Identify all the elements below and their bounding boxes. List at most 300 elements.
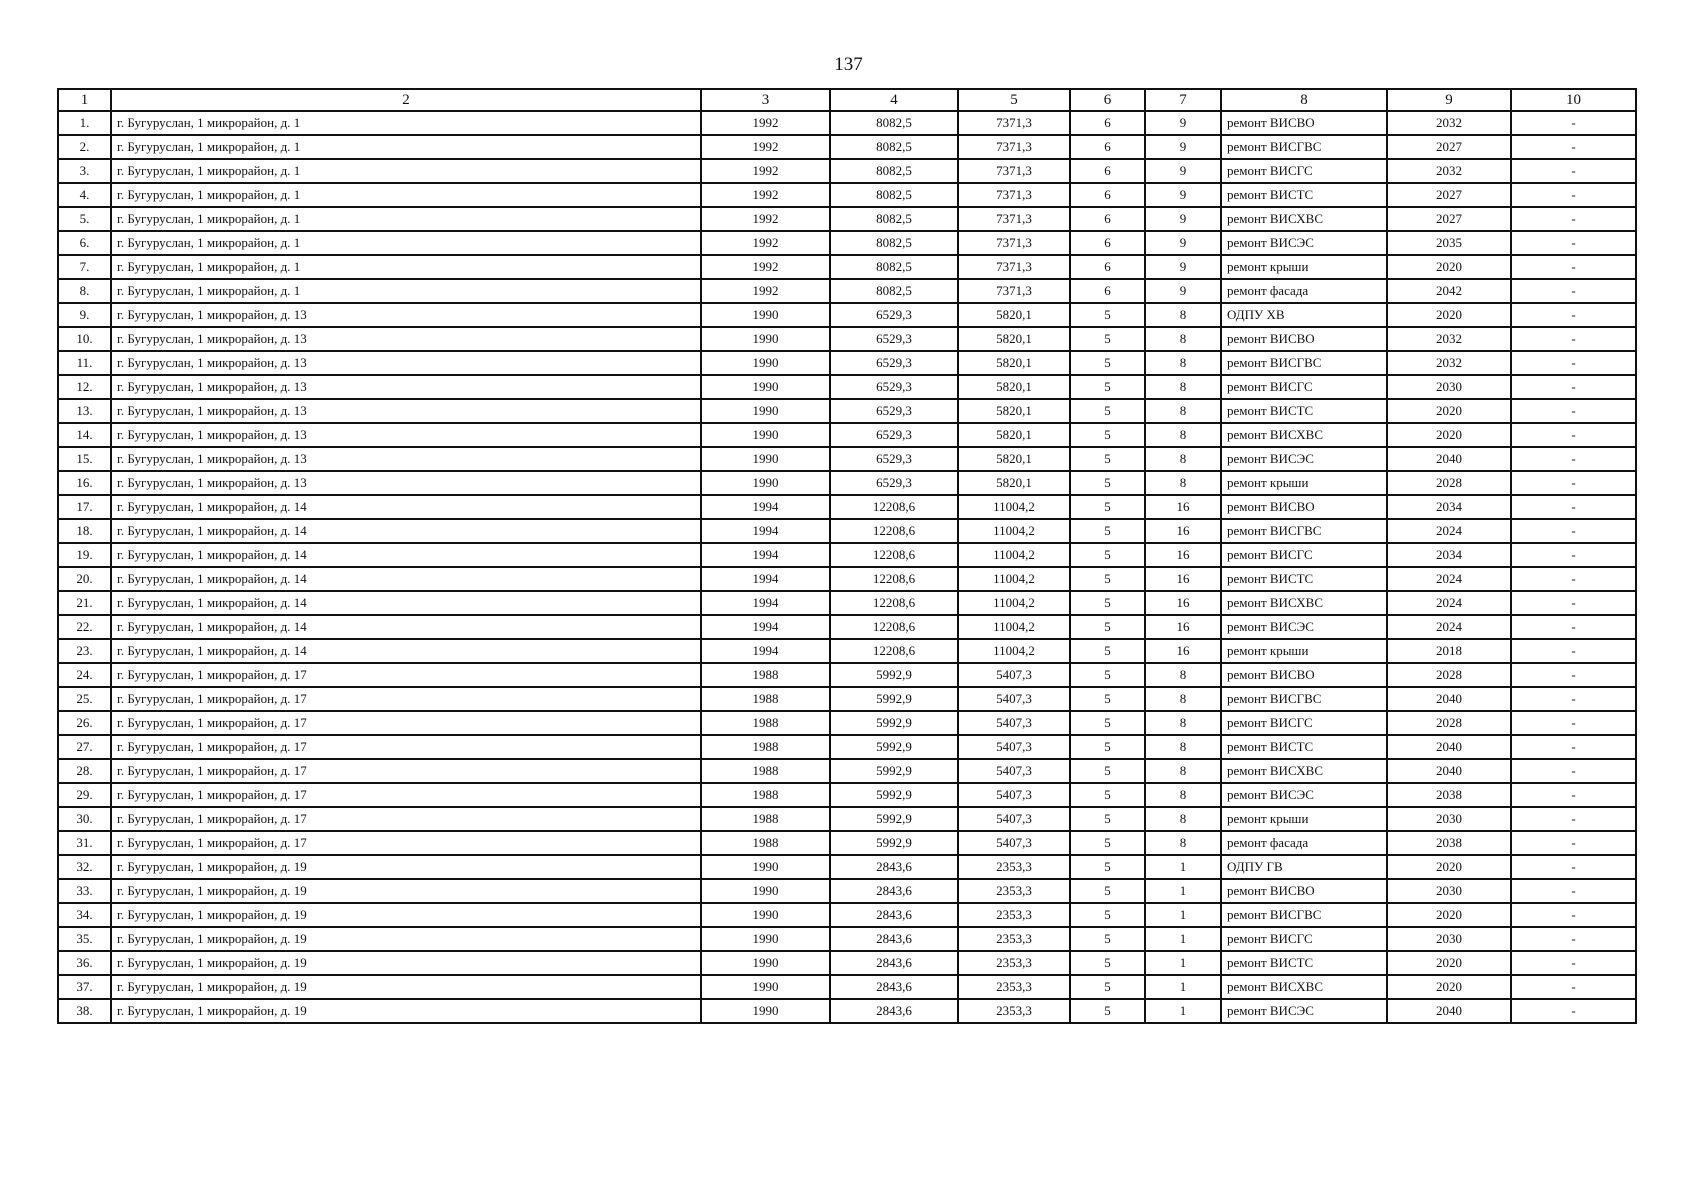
total-area-cell: 2843,6 <box>830 903 958 927</box>
table-row <box>58 327 1636 351</box>
table-row <box>58 519 1636 543</box>
table-row <box>58 711 1636 735</box>
note-cell: - <box>1511 591 1636 615</box>
living-area-cell: 7371,3 <box>958 111 1070 135</box>
year-built-cell: 1994 <box>701 615 830 639</box>
living-area-cell: 7371,3 <box>958 255 1070 279</box>
table-row <box>58 231 1636 255</box>
table-row <box>58 615 1636 639</box>
living-area-cell: 11004,2 <box>958 543 1070 567</box>
row-number-cell: 27. <box>58 735 111 759</box>
note-cell: - <box>1511 615 1636 639</box>
note-cell: - <box>1511 231 1636 255</box>
living-area-cell: 7371,3 <box>958 231 1070 255</box>
total-area-cell: 5992,9 <box>830 783 958 807</box>
count-cell: 1 <box>1145 903 1221 927</box>
year-built-cell: 1990 <box>701 471 830 495</box>
total-area-cell: 6529,3 <box>830 447 958 471</box>
year-built-cell: 1988 <box>701 807 830 831</box>
year-built-cell: 1994 <box>701 639 830 663</box>
address-cell: г. Бугуруслан, 1 микрорайон, д. 1 <box>111 183 701 207</box>
planned-year-cell: 2032 <box>1387 111 1511 135</box>
address-cell: г. Бугуруслан, 1 микрорайон, д. 17 <box>111 735 701 759</box>
address-cell: г. Бугуруслан, 1 микрорайон, д. 1 <box>111 135 701 159</box>
note-cell: - <box>1511 471 1636 495</box>
column-header: 2 <box>111 89 701 111</box>
year-built-cell: 1990 <box>701 879 830 903</box>
count-cell: 1 <box>1145 927 1221 951</box>
floors-cell: 6 <box>1070 135 1145 159</box>
column-header: 3 <box>701 89 830 111</box>
page-number: 137 <box>834 54 863 75</box>
count-cell: 8 <box>1145 759 1221 783</box>
address-cell: г. Бугуруслан, 1 микрорайон, д. 14 <box>111 639 701 663</box>
total-area-cell: 12208,6 <box>830 591 958 615</box>
total-area-cell: 6529,3 <box>830 423 958 447</box>
living-area-cell: 5407,3 <box>958 663 1070 687</box>
living-area-cell: 5820,1 <box>958 471 1070 495</box>
column-header: 7 <box>1145 89 1221 111</box>
total-area-cell: 5992,9 <box>830 759 958 783</box>
year-built-cell: 1994 <box>701 567 830 591</box>
work-type-cell: ремонт крыши <box>1221 639 1387 663</box>
address-cell: г. Бугуруслан, 1 микрорайон, д. 1 <box>111 255 701 279</box>
note-cell: - <box>1511 687 1636 711</box>
floors-cell: 5 <box>1070 687 1145 711</box>
floors-cell: 5 <box>1070 663 1145 687</box>
year-built-cell: 1990 <box>701 375 830 399</box>
living-area-cell: 7371,3 <box>958 135 1070 159</box>
planned-year-cell: 2027 <box>1387 135 1511 159</box>
row-number-cell: 25. <box>58 687 111 711</box>
note-cell: - <box>1511 327 1636 351</box>
planned-year-cell: 2020 <box>1387 255 1511 279</box>
note-cell: - <box>1511 423 1636 447</box>
total-area-cell: 2843,6 <box>830 975 958 999</box>
year-built-cell: 1988 <box>701 759 830 783</box>
year-built-cell: 1992 <box>701 231 830 255</box>
living-area-cell: 7371,3 <box>958 159 1070 183</box>
count-cell: 9 <box>1145 279 1221 303</box>
address-cell: г. Бугуруслан, 1 микрорайон, д. 14 <box>111 567 701 591</box>
table-row <box>58 375 1636 399</box>
floors-cell: 6 <box>1070 207 1145 231</box>
count-cell: 9 <box>1145 159 1221 183</box>
planned-year-cell: 2020 <box>1387 423 1511 447</box>
note-cell: - <box>1511 303 1636 327</box>
work-type-cell: ремонт крыши <box>1221 255 1387 279</box>
planned-year-cell: 2027 <box>1387 207 1511 231</box>
note-cell: - <box>1511 951 1636 975</box>
work-type-cell: ремонт ВИСТС <box>1221 183 1387 207</box>
floors-cell: 6 <box>1070 279 1145 303</box>
column-header: 9 <box>1387 89 1511 111</box>
living-area-cell: 7371,3 <box>958 279 1070 303</box>
note-cell: - <box>1511 903 1636 927</box>
address-cell: г. Бугуруслан, 1 микрорайон, д. 19 <box>111 855 701 879</box>
work-type-cell: ремонт ВИСВО <box>1221 111 1387 135</box>
registry-table <box>57 88 1637 1024</box>
planned-year-cell: 2028 <box>1387 663 1511 687</box>
planned-year-cell: 2034 <box>1387 495 1511 519</box>
work-type-cell: ремонт ВИСТС <box>1221 399 1387 423</box>
floors-cell: 6 <box>1070 111 1145 135</box>
work-type-cell: ремонт ВИСХВС <box>1221 207 1387 231</box>
table-row <box>58 423 1636 447</box>
count-cell: 16 <box>1145 567 1221 591</box>
note-cell: - <box>1511 159 1636 183</box>
note-cell: - <box>1511 831 1636 855</box>
total-area-cell: 5992,9 <box>830 807 958 831</box>
work-type-cell: ОДПУ ГВ <box>1221 855 1387 879</box>
address-cell: г. Бугуруслан, 1 микрорайон, д. 19 <box>111 951 701 975</box>
count-cell: 9 <box>1145 207 1221 231</box>
work-type-cell: ремонт ВИСГВС <box>1221 351 1387 375</box>
planned-year-cell: 2032 <box>1387 327 1511 351</box>
work-type-cell: ремонт ВИСГС <box>1221 543 1387 567</box>
year-built-cell: 1988 <box>701 711 830 735</box>
total-area-cell: 8082,5 <box>830 183 958 207</box>
address-cell: г. Бугуруслан, 1 микрорайон, д. 17 <box>111 831 701 855</box>
floors-cell: 5 <box>1070 519 1145 543</box>
count-cell: 8 <box>1145 471 1221 495</box>
work-type-cell: ремонт ВИСТС <box>1221 951 1387 975</box>
total-area-cell: 2843,6 <box>830 879 958 903</box>
living-area-cell: 5407,3 <box>958 783 1070 807</box>
floors-cell: 5 <box>1070 879 1145 903</box>
row-number-cell: 3. <box>58 159 111 183</box>
year-built-cell: 1990 <box>701 999 830 1023</box>
address-cell: г. Бугуруслан, 1 микрорайон, д. 19 <box>111 927 701 951</box>
table-row <box>58 663 1636 687</box>
address-cell: г. Бугуруслан, 1 микрорайон, д. 13 <box>111 447 701 471</box>
address-cell: г. Бугуруслан, 1 микрорайон, д. 17 <box>111 807 701 831</box>
table-row <box>58 831 1636 855</box>
work-type-cell: ремонт фасада <box>1221 279 1387 303</box>
planned-year-cell: 2042 <box>1387 279 1511 303</box>
row-number-cell: 34. <box>58 903 111 927</box>
count-cell: 8 <box>1145 303 1221 327</box>
living-area-cell: 11004,2 <box>958 519 1070 543</box>
work-type-cell: ремонт ВИСВО <box>1221 327 1387 351</box>
note-cell: - <box>1511 375 1636 399</box>
floors-cell: 5 <box>1070 471 1145 495</box>
count-cell: 8 <box>1145 831 1221 855</box>
row-number-cell: 32. <box>58 855 111 879</box>
count-cell: 16 <box>1145 615 1221 639</box>
table-row <box>58 447 1636 471</box>
total-area-cell: 5992,9 <box>830 831 958 855</box>
note-cell: - <box>1511 543 1636 567</box>
planned-year-cell: 2020 <box>1387 975 1511 999</box>
work-type-cell: ремонт ВИСТС <box>1221 735 1387 759</box>
row-number-cell: 11. <box>58 351 111 375</box>
row-number-cell: 31. <box>58 831 111 855</box>
planned-year-cell: 2032 <box>1387 159 1511 183</box>
living-area-cell: 5820,1 <box>958 447 1070 471</box>
work-type-cell: ремонт ВИСГС <box>1221 375 1387 399</box>
year-built-cell: 1994 <box>701 543 830 567</box>
address-cell: г. Бугуруслан, 1 микрорайон, д. 13 <box>111 327 701 351</box>
living-area-cell: 5820,1 <box>958 303 1070 327</box>
row-number-cell: 20. <box>58 567 111 591</box>
address-cell: г. Бугуруслан, 1 микрорайон, д. 17 <box>111 783 701 807</box>
living-area-cell: 5407,3 <box>958 831 1070 855</box>
address-cell: г. Бугуруслан, 1 микрорайон, д. 17 <box>111 759 701 783</box>
planned-year-cell: 2027 <box>1387 183 1511 207</box>
table-row <box>58 255 1636 279</box>
address-cell: г. Бугуруслан, 1 микрорайон, д. 19 <box>111 999 701 1023</box>
total-area-cell: 12208,6 <box>830 543 958 567</box>
living-area-cell: 11004,2 <box>958 639 1070 663</box>
work-type-cell: ремонт ВИСЭС <box>1221 999 1387 1023</box>
work-type-cell: ОДПУ ХВ <box>1221 303 1387 327</box>
table-header-row <box>58 89 1636 111</box>
row-number-cell: 38. <box>58 999 111 1023</box>
total-area-cell: 12208,6 <box>830 567 958 591</box>
planned-year-cell: 2030 <box>1387 375 1511 399</box>
year-built-cell: 1994 <box>701 519 830 543</box>
floors-cell: 6 <box>1070 255 1145 279</box>
note-cell: - <box>1511 255 1636 279</box>
living-area-cell: 5407,3 <box>958 807 1070 831</box>
year-built-cell: 1992 <box>701 183 830 207</box>
living-area-cell: 5820,1 <box>958 399 1070 423</box>
planned-year-cell: 2030 <box>1387 807 1511 831</box>
table-body <box>58 111 1636 1023</box>
note-cell: - <box>1511 519 1636 543</box>
floors-cell: 5 <box>1070 327 1145 351</box>
year-built-cell: 1992 <box>701 255 830 279</box>
row-number-cell: 5. <box>58 207 111 231</box>
year-built-cell: 1990 <box>701 903 830 927</box>
total-area-cell: 8082,5 <box>830 111 958 135</box>
address-cell: г. Бугуруслан, 1 микрорайон, д. 19 <box>111 879 701 903</box>
total-area-cell: 12208,6 <box>830 639 958 663</box>
count-cell: 1 <box>1145 999 1221 1023</box>
row-number-cell: 33. <box>58 879 111 903</box>
count-cell: 16 <box>1145 639 1221 663</box>
work-type-cell: ремонт ВИСГВС <box>1221 135 1387 159</box>
living-area-cell: 2353,3 <box>958 879 1070 903</box>
work-type-cell: ремонт ВИСХВС <box>1221 759 1387 783</box>
row-number-cell: 16. <box>58 471 111 495</box>
row-number-cell: 4. <box>58 183 111 207</box>
address-cell: г. Бугуруслан, 1 микрорайон, д. 14 <box>111 543 701 567</box>
total-area-cell: 2843,6 <box>830 927 958 951</box>
planned-year-cell: 2035 <box>1387 231 1511 255</box>
column-header: 8 <box>1221 89 1387 111</box>
address-cell: г. Бугуруслан, 1 микрорайон, д. 13 <box>111 303 701 327</box>
total-area-cell: 2843,6 <box>830 855 958 879</box>
count-cell: 8 <box>1145 447 1221 471</box>
floors-cell: 5 <box>1070 567 1145 591</box>
year-built-cell: 1992 <box>701 135 830 159</box>
count-cell: 8 <box>1145 783 1221 807</box>
floors-cell: 5 <box>1070 975 1145 999</box>
note-cell: - <box>1511 111 1636 135</box>
count-cell: 8 <box>1145 375 1221 399</box>
count-cell: 1 <box>1145 855 1221 879</box>
note-cell: - <box>1511 639 1636 663</box>
planned-year-cell: 2040 <box>1387 759 1511 783</box>
table-row <box>58 591 1636 615</box>
planned-year-cell: 2034 <box>1387 543 1511 567</box>
column-header: 5 <box>958 89 1070 111</box>
note-cell: - <box>1511 351 1636 375</box>
planned-year-cell: 2040 <box>1387 999 1511 1023</box>
address-cell: г. Бугуруслан, 1 микрорайон, д. 1 <box>111 207 701 231</box>
row-number-cell: 10. <box>58 327 111 351</box>
address-cell: г. Бугуруслан, 1 микрорайон, д. 17 <box>111 687 701 711</box>
note-cell: - <box>1511 783 1636 807</box>
floors-cell: 6 <box>1070 183 1145 207</box>
year-built-cell: 1992 <box>701 279 830 303</box>
table-row <box>58 183 1636 207</box>
row-number-cell: 17. <box>58 495 111 519</box>
floors-cell: 5 <box>1070 759 1145 783</box>
total-area-cell: 8082,5 <box>830 255 958 279</box>
living-area-cell: 5820,1 <box>958 327 1070 351</box>
floors-cell: 5 <box>1070 855 1145 879</box>
address-cell: г. Бугуруслан, 1 микрорайон, д. 14 <box>111 495 701 519</box>
floors-cell: 5 <box>1070 735 1145 759</box>
note-cell: - <box>1511 807 1636 831</box>
row-number-cell: 26. <box>58 711 111 735</box>
planned-year-cell: 2024 <box>1387 591 1511 615</box>
address-cell: г. Бугуруслан, 1 микрорайон, д. 1 <box>111 231 701 255</box>
floors-cell: 5 <box>1070 375 1145 399</box>
count-cell: 9 <box>1145 183 1221 207</box>
row-number-cell: 6. <box>58 231 111 255</box>
floors-cell: 5 <box>1070 927 1145 951</box>
row-number-cell: 29. <box>58 783 111 807</box>
count-cell: 8 <box>1145 735 1221 759</box>
note-cell: - <box>1511 663 1636 687</box>
row-number-cell: 24. <box>58 663 111 687</box>
row-number-cell: 19. <box>58 543 111 567</box>
floors-cell: 5 <box>1070 783 1145 807</box>
count-cell: 16 <box>1145 543 1221 567</box>
floors-cell: 5 <box>1070 807 1145 831</box>
work-type-cell: ремонт ВИСЭС <box>1221 447 1387 471</box>
count-cell: 16 <box>1145 591 1221 615</box>
floors-cell: 5 <box>1070 639 1145 663</box>
planned-year-cell: 2028 <box>1387 471 1511 495</box>
column-header: 4 <box>830 89 958 111</box>
total-area-cell: 12208,6 <box>830 519 958 543</box>
floors-cell: 5 <box>1070 423 1145 447</box>
work-type-cell: ремонт ВИСХВС <box>1221 591 1387 615</box>
floors-cell: 5 <box>1070 543 1145 567</box>
count-cell: 9 <box>1145 111 1221 135</box>
floors-cell: 5 <box>1070 999 1145 1023</box>
planned-year-cell: 2020 <box>1387 951 1511 975</box>
table-row <box>58 951 1636 975</box>
living-area-cell: 11004,2 <box>958 591 1070 615</box>
table-row <box>58 567 1636 591</box>
row-number-cell: 22. <box>58 615 111 639</box>
planned-year-cell: 2040 <box>1387 687 1511 711</box>
planned-year-cell: 2024 <box>1387 615 1511 639</box>
floors-cell: 5 <box>1070 615 1145 639</box>
planned-year-cell: 2040 <box>1387 735 1511 759</box>
living-area-cell: 11004,2 <box>958 615 1070 639</box>
row-number-cell: 14. <box>58 423 111 447</box>
count-cell: 8 <box>1145 687 1221 711</box>
row-number-cell: 30. <box>58 807 111 831</box>
note-cell: - <box>1511 879 1636 903</box>
note-cell: - <box>1511 135 1636 159</box>
count-cell: 8 <box>1145 351 1221 375</box>
note-cell: - <box>1511 447 1636 471</box>
total-area-cell: 5992,9 <box>830 687 958 711</box>
year-built-cell: 1992 <box>701 159 830 183</box>
total-area-cell: 6529,3 <box>830 471 958 495</box>
living-area-cell: 2353,3 <box>958 855 1070 879</box>
table-row <box>58 975 1636 999</box>
work-type-cell: ремонт ВИСЭС <box>1221 615 1387 639</box>
living-area-cell: 5407,3 <box>958 711 1070 735</box>
total-area-cell: 8082,5 <box>830 207 958 231</box>
planned-year-cell: 2028 <box>1387 711 1511 735</box>
living-area-cell: 2353,3 <box>958 927 1070 951</box>
address-cell: г. Бугуруслан, 1 микрорайон, д. 13 <box>111 471 701 495</box>
living-area-cell: 2353,3 <box>958 903 1070 927</box>
work-type-cell: ремонт ВИСГВС <box>1221 519 1387 543</box>
address-cell: г. Бугуруслан, 1 микрорайон, д. 13 <box>111 375 701 399</box>
living-area-cell: 5407,3 <box>958 687 1070 711</box>
year-built-cell: 1988 <box>701 783 830 807</box>
floors-cell: 5 <box>1070 711 1145 735</box>
count-cell: 16 <box>1145 495 1221 519</box>
address-cell: г. Бугуруслан, 1 микрорайон, д. 19 <box>111 975 701 999</box>
year-built-cell: 1990 <box>701 927 830 951</box>
work-type-cell: ремонт крыши <box>1221 807 1387 831</box>
count-cell: 1 <box>1145 975 1221 999</box>
year-built-cell: 1988 <box>701 663 830 687</box>
year-built-cell: 1990 <box>701 303 830 327</box>
note-cell: - <box>1511 711 1636 735</box>
total-area-cell: 12208,6 <box>830 615 958 639</box>
total-area-cell: 8082,5 <box>830 159 958 183</box>
table-row <box>58 999 1636 1023</box>
year-built-cell: 1992 <box>701 111 830 135</box>
row-number-cell: 12. <box>58 375 111 399</box>
floors-cell: 5 <box>1070 495 1145 519</box>
floors-cell: 6 <box>1070 159 1145 183</box>
table-row <box>58 495 1636 519</box>
count-cell: 9 <box>1145 231 1221 255</box>
living-area-cell: 2353,3 <box>958 951 1070 975</box>
note-cell: - <box>1511 207 1636 231</box>
table-row <box>58 687 1636 711</box>
total-area-cell: 5992,9 <box>830 663 958 687</box>
living-area-cell: 5407,3 <box>958 759 1070 783</box>
address-cell: г. Бугуруслан, 1 микрорайон, д. 13 <box>111 399 701 423</box>
table-row <box>58 807 1636 831</box>
year-built-cell: 1990 <box>701 975 830 999</box>
total-area-cell: 6529,3 <box>830 327 958 351</box>
count-cell: 16 <box>1145 519 1221 543</box>
table-row <box>58 639 1636 663</box>
note-cell: - <box>1511 855 1636 879</box>
address-cell: г. Бугуруслан, 1 микрорайон, д. 13 <box>111 351 701 375</box>
total-area-cell: 5992,9 <box>830 735 958 759</box>
table-row <box>58 735 1636 759</box>
living-area-cell: 5820,1 <box>958 423 1070 447</box>
row-number-cell: 37. <box>58 975 111 999</box>
